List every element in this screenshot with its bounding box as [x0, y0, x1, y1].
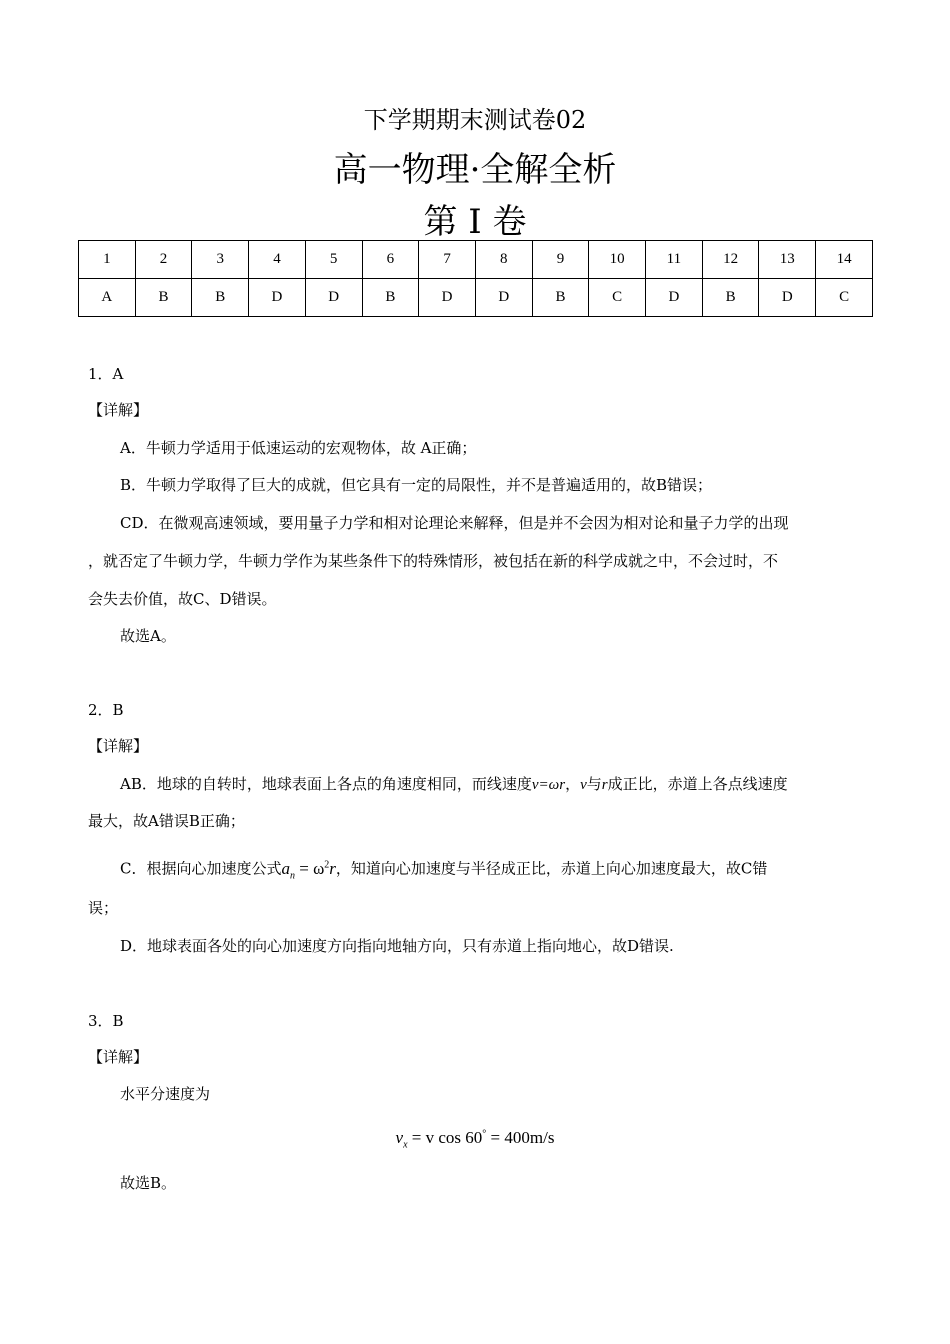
answer-cell: B	[702, 279, 759, 317]
q3-heading: 3．B	[88, 1012, 124, 1030]
answer-cell: B	[192, 279, 249, 317]
q2-option-c-line2: 误；	[88, 899, 119, 917]
answer-cell: C	[816, 279, 873, 317]
question-number-cell: 8	[475, 241, 532, 279]
question-number-cell: 4	[249, 241, 306, 279]
q2-option-ab-line2: 最大，故A错误B正确；	[88, 812, 245, 830]
q3-equation: $v_x = v$ cos 60° = 400m/s	[395, 1128, 555, 1151]
answer-table	[78, 240, 873, 317]
exam-title: 下学期期末测试卷02	[363, 106, 587, 134]
q2-ab-with: 与	[586, 775, 602, 793]
q1-heading: 1．A	[88, 365, 124, 383]
q2-option-c	[88, 846, 900, 894]
question-number-cell: 12	[702, 241, 759, 279]
q1-option-cd-line2: ，就否定了牛顿力学，牛顿力学作为某些条件下的特殊情形，被包括在新的科学成就之中，不会过时，不	[88, 552, 779, 570]
question-number-cell: 7	[419, 241, 476, 279]
q3-conclusion: 故选B。	[120, 1174, 177, 1192]
volume-title: 第 I 卷	[423, 202, 527, 242]
answer-cell: B	[362, 279, 419, 317]
q2-ab-comma: ，	[565, 775, 581, 793]
subject-title: 高一物理·全解全析	[333, 150, 617, 190]
q2-c-tail: ，知道向心加速度与半径成正比，赤道上向心加速度最大，故C错	[335, 859, 768, 878]
answer-cell: D	[759, 279, 816, 317]
q3-text: 水平分速度为	[120, 1085, 211, 1103]
q3-detail-label: 【详解】	[88, 1048, 149, 1066]
q1-option-cd-line1: CD．在微观高速领域，要用量子力学和相对论理论来解释，但是并不会因为相对论和量子力学的出现	[120, 514, 789, 532]
question-number-cell: 10	[589, 241, 646, 279]
answer-table-number-row	[79, 241, 873, 279]
q2-ab-v: v	[580, 777, 587, 793]
q2-ab-r: r	[601, 777, 608, 793]
q1-option-cd-line3: 会失去价值，故C、D错误。	[88, 590, 277, 608]
question-number-cell: 1	[79, 241, 136, 279]
question-number-cell: 9	[532, 241, 589, 279]
q1-option-b: B．牛顿力学取得了巨大的成就，但它具有一定的局限性，并不是普遍适用的，故B错误；	[120, 476, 713, 494]
q2-c-text: C．根据向心加速度公式	[120, 859, 282, 878]
question-number-cell: 6	[362, 241, 419, 279]
question-number-cell: 5	[305, 241, 362, 279]
question-number-cell: 3	[192, 241, 249, 279]
answer-cell: D	[305, 279, 362, 317]
question-number-cell: 14	[816, 241, 873, 279]
q2-option-d: D．地球表面各处的向心加速度方向指向地轴方向，只有赤道上指向地心，故D错误.	[120, 937, 674, 955]
question-number-cell: 2	[135, 241, 192, 279]
q2-ab-formula: v=ωr	[531, 777, 566, 793]
q2-detail-label: 【详解】	[88, 737, 149, 755]
question-number-cell: 11	[646, 241, 703, 279]
answer-cell: D	[419, 279, 476, 317]
q2-ab-text: AB．地球的自转时，地球表面上各点的角速度相同，而线速度	[120, 775, 532, 793]
q2-ab-tail: 成正比，赤道上各点线速度	[607, 775, 788, 793]
answer-cell: D	[475, 279, 532, 317]
answer-cell: A	[79, 279, 136, 317]
q2-option-ab-line1	[88, 766, 900, 804]
answer-cell: C	[589, 279, 646, 317]
answer-cell: B	[532, 279, 589, 317]
answer-cell: B	[135, 279, 192, 317]
answer-cell: D	[646, 279, 703, 317]
q1-conclusion: 故选A。	[120, 627, 176, 645]
q1-detail-label: 【详解】	[88, 401, 149, 419]
q2-heading: 2．B	[88, 701, 124, 719]
question-number-cell: 13	[759, 241, 816, 279]
answer-table-answer-row	[79, 279, 873, 317]
q2-c-formula: $a_n = \omega^2r$	[281, 858, 336, 882]
answer-cell: D	[249, 279, 306, 317]
q1-option-a: A．牛顿力学适用于低速运动的宏观物体，故 A正确；	[120, 439, 477, 457]
